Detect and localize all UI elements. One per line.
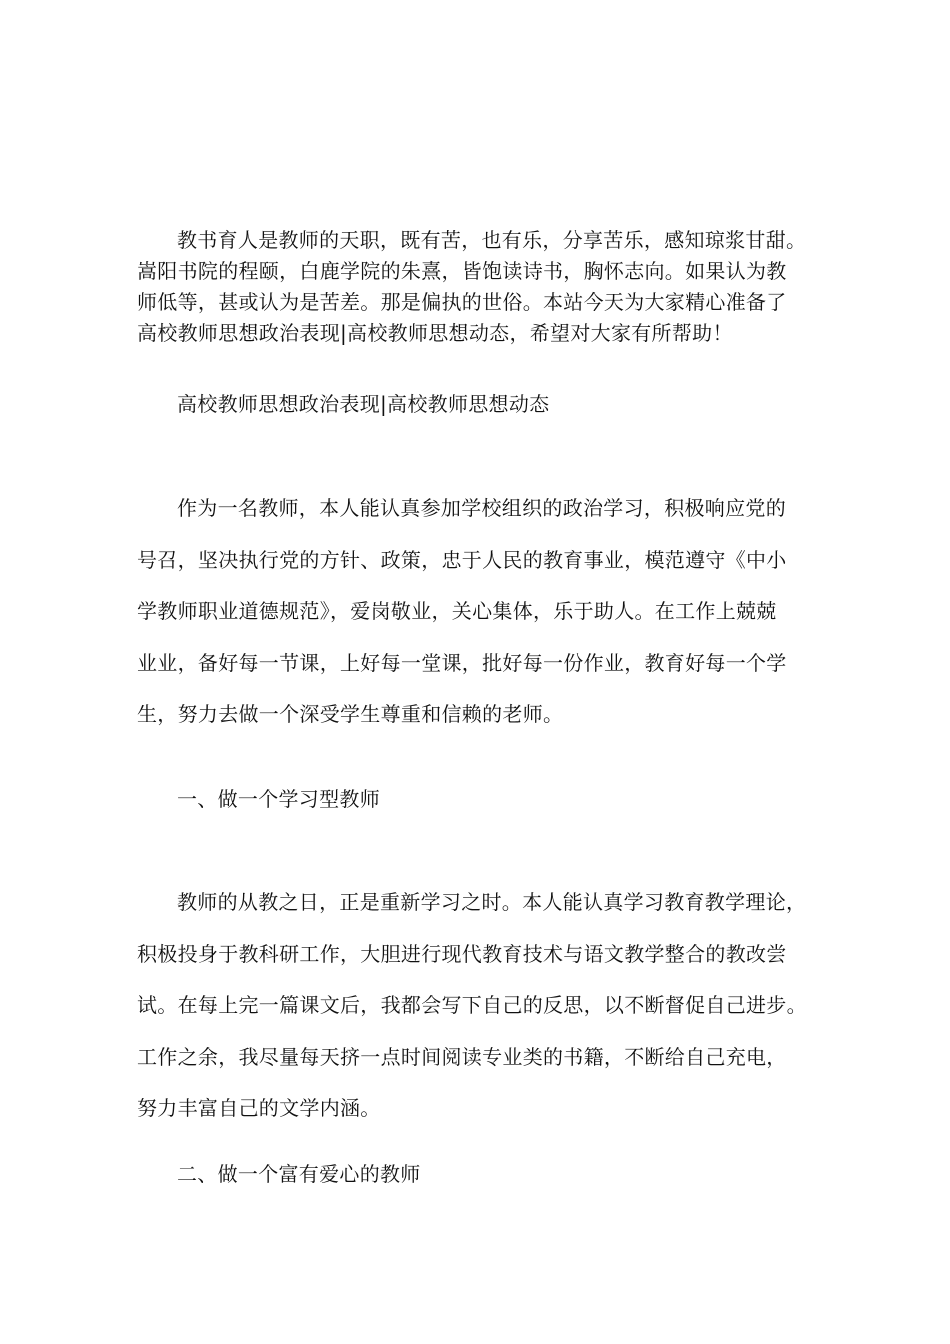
body-paragraph-1: 作为一名教师，本人能认真参加学校组织的政治学习，积极响应党的 号召，坚决执行党的方针、政策，忠于人民的教育事业，模范遵守《中小 学教师职业道德规范》，爱岗敬业，关心集体，乐于助人。在工作上兢兢 业业，备好每一节课，上好每一堂课，批好每一份作业，教育好每一个学 生，努力去做一个深受学生尊重和信赖的老师。 — [137, 496, 787, 726]
document-title: 高校教师思想政治表现|高校教师思想动态 — [177, 392, 550, 416]
body-paragraph-2: 教师的从教之日，正是重新学习之时。本人能认真学习教育教学理论， 积极投身于教科研工作，大胆进行现代教育技术与语文教学整合的教改尝 试。在每上完一篇课文后，我都会写下自己的反思，以不断督促自己进步。 工作之余，我尽量每天挤一点时间阅读专业类的书籍，不断给自己充电， 努力丰富自己的文学内涵。 — [137, 890, 807, 1120]
section-heading-2: 二、做一个富有爱心的教师 — [177, 1162, 421, 1186]
section-heading-1: 一、做一个学习型教师 — [177, 787, 380, 811]
intro-paragraph: 教书育人是教师的天职，既有苦，也有乐，分享苦乐，感知琼浆甘甜。 嵩阳书院的程颐，白鹿学院的朱熹，皆饱读诗书，胸怀志向。如果认为教 师低等，甚或认为是苦差。那是偏执的世俗。本站今天为大家精心准备了 高校教师思想政治表现|高校教师思想动态，希望对大家有所帮助！ — [137, 228, 807, 345]
